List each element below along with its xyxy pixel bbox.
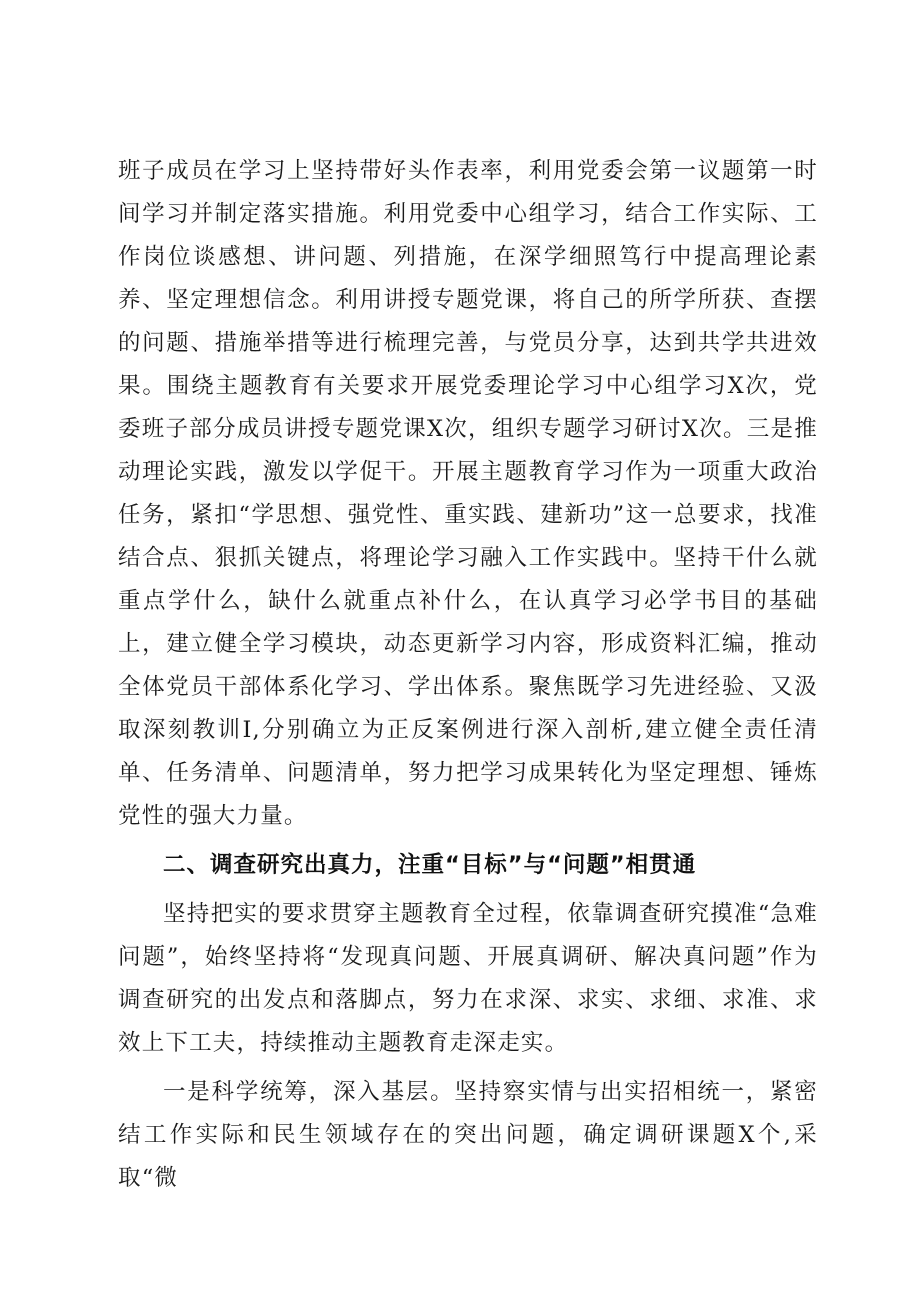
body-paragraph-continued: 班子成员在学习上坚持带好头作表率，利用党委会第一议题第一时间学习并制定落实措施。利用党委中心组学习，结合工作实际、工作岗位谈感想、讲问题、列措施，在深学细照笃行中提高理论素养、坚定理想信念。利用讲授专题党课，将自己的所学所获、查摆的问题、措施举措等进行梳理完善，与党员分享，达到共学共进效果。围绕主题教育有关要求开展党委理论学习中心组学习X次，党委班子部分成员讲授专题党课X次，组织专题学习研讨X次。三是推动理论实践，激发以学促干。开展主题教育学习作为一项重大政治任务，紧扣“学思想、强党性、重实践、建新功”这一总要求，找准结合点、狠抓关键点，将理论学习融入工作实践中。坚持干什么就重点学什么，缺什么就重点补什么，在认真学习必学书目的基础上，建立健全学习模块，动态更新学习内容，形成资料汇编，推动全体党员干部体系化学习、学出体系。聚焦既学习先进经验、又汲取深刻教训I,分别确立为正反案例进行深入剖析,建立健全责任清单、任务清单、问题清单，努力把学习成果转化为坚定理想、锤炼党性的强大力量。 bbox=[118, 158, 818, 829]
section-heading: 二、调查研究出真力，注重“目标”与“问题”相贯通 bbox=[163, 852, 697, 878]
body-paragraph-first-point: 一是科学统筹，深入基层。坚持察实情与出实招相统一，紧密结工作实际和民生领域存在的突出问题，确定调研课题X个,采取“微 bbox=[118, 1079, 818, 1191]
document-body bbox=[118, 150, 818, 1200]
body-paragraph-intro: 坚持把实的要求贯穿主题教育全过程，依靠调查研究摸准“急难问题”，始终坚持将“发现真问题、开展真调研、解决真问题”作为调查研究的出发点和落脚点，努力在求深、求实、求细、求准、求效上下工夫，持续推动主题教育走深走实。 bbox=[118, 901, 818, 1056]
